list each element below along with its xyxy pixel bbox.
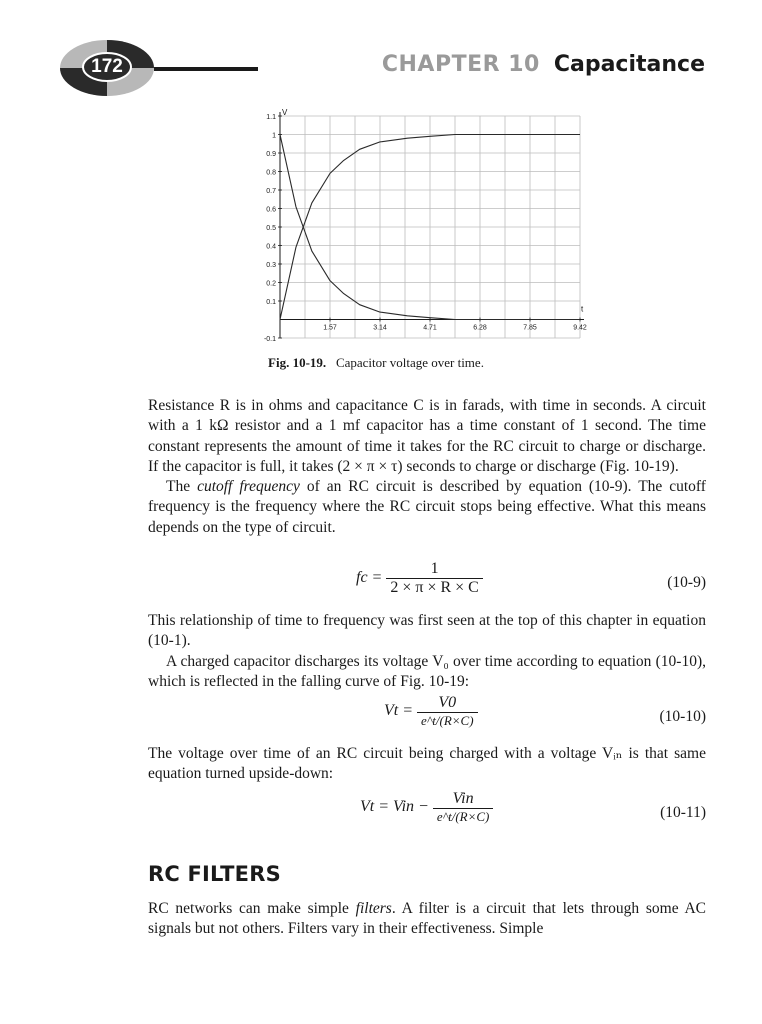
equation-10-10: [148, 692, 706, 742]
caption-text: Capacitor voltage over time.: [335, 355, 484, 370]
page-number: 172: [91, 56, 123, 77]
y-tick-label: 1: [272, 132, 276, 140]
eq9-lhs: fc =: [356, 569, 383, 587]
eq10-number: (10-10): [659, 708, 706, 725]
chapter-label: CHAPTER 10: [381, 52, 540, 77]
eq10-denominator: e^t/(R×C): [421, 713, 474, 728]
y-tick-label: 0.9: [266, 151, 276, 158]
x-tick-label: 9.42: [573, 324, 587, 332]
capacitor-voltage-chart: [250, 108, 600, 348]
y-tick-label: 0.3: [266, 262, 276, 269]
figure-caption: [148, 355, 604, 371]
x-tick-label: 3.14: [373, 324, 387, 332]
p2-text-a: The: [166, 478, 198, 496]
y-tick-label: 0.5: [266, 225, 276, 232]
y-tick-label: 0.7: [266, 188, 276, 195]
y-axis-label: V: [282, 108, 288, 117]
x-tick-label: 7.85: [523, 324, 537, 332]
y-tick-label: -0.1: [263, 336, 276, 343]
x-axis-label: t: [581, 304, 584, 314]
eq11-denominator: e^t/(R×C): [436, 809, 490, 824]
y-tick-label: 0.4: [266, 243, 276, 251]
equation-10-9: [148, 558, 706, 608]
eq11-numerator: Vin: [433, 790, 494, 809]
eq10-numerator: V0: [417, 694, 478, 713]
paragraph-block-4: [148, 899, 706, 940]
p6-term: filters: [355, 900, 392, 917]
equation-10-11: [148, 788, 706, 838]
eq9-denominator: 2 × π × R × C: [390, 579, 479, 596]
y-tick-label: 0.6: [266, 206, 276, 214]
paragraph-time-constant: Resistance R is in ohms and capacitance C is in farads, with time in seconds. A circuit with a 1 kΩ resistor and a 1 mf capacitor has a time constant of 1 second. The time constant represents the amount of time it takes for the RC circuit to charge or discharge. If the capacitor is full, it takes (2 × π × τ) seconds to charge or discharge (Fig. 10-19).: [148, 397, 706, 475]
eq9-fraction: [386, 560, 483, 597]
paragraph-cutoff-frequency: [148, 477, 706, 538]
x-tick-label: 1.57: [323, 324, 337, 332]
chapter-title: Capacitance: [553, 52, 705, 77]
p6-text-a: RC networks can make simple: [148, 900, 356, 917]
paragraph-block-3: [148, 744, 706, 785]
eq10-lhs: Vt =: [384, 702, 414, 720]
paragraph-discharge: A charged capacitor discharges its voltage V₀ over time according to equation (10-10), which is reflected in the falling curve of Fig. 10-19:: [148, 652, 706, 690]
y-tick-label: 0.2: [266, 280, 276, 288]
eq10-fraction: [417, 694, 478, 729]
y-tick-label: 0.8: [266, 169, 276, 177]
section-heading-rc-filters: RC FILTERS: [148, 862, 281, 886]
eq11-number: (10-11): [660, 804, 706, 821]
eq9-number: (10-9): [667, 574, 706, 591]
p6-text-b: . A filter is a circuit that lets through some AC signals but not others. Filters vary in their effectiveness. Simple: [148, 900, 706, 938]
y-tick-label: 1.1: [266, 114, 276, 121]
p2-term: cutoff frequency: [197, 478, 300, 496]
x-tick-label: 6.28: [473, 324, 487, 332]
paragraph-relationship: This relationship of time to frequency was first seen at the top of this chapter in equation (10-1).: [148, 612, 706, 650]
eq11-fraction: [433, 790, 494, 825]
x-tick-label: 4.71: [423, 324, 437, 332]
paragraph-block-2: [148, 611, 706, 692]
y-tick-label: 0.1: [266, 299, 276, 306]
caption-label: Fig. 10-19.: [268, 355, 327, 370]
page-header: [0, 0, 762, 110]
paragraph-block-1: [148, 396, 706, 538]
paragraph-charging: The voltage over time of an RC circuit being charged with a voltage Vᵢₙ is that same equation turned upside-down:: [148, 745, 706, 783]
paragraph-filters: [148, 899, 706, 940]
chapter-heading: [382, 52, 705, 77]
p2-text-b: of an RC circuit is described by equation (10-9). The cutoff frequency is the frequency where the RC circuit stops being effective. What this means depends on the type of circuit.: [148, 478, 706, 536]
eq11-lhs: Vt = Vin −: [360, 798, 429, 816]
eq9-numerator: 1: [386, 560, 483, 579]
